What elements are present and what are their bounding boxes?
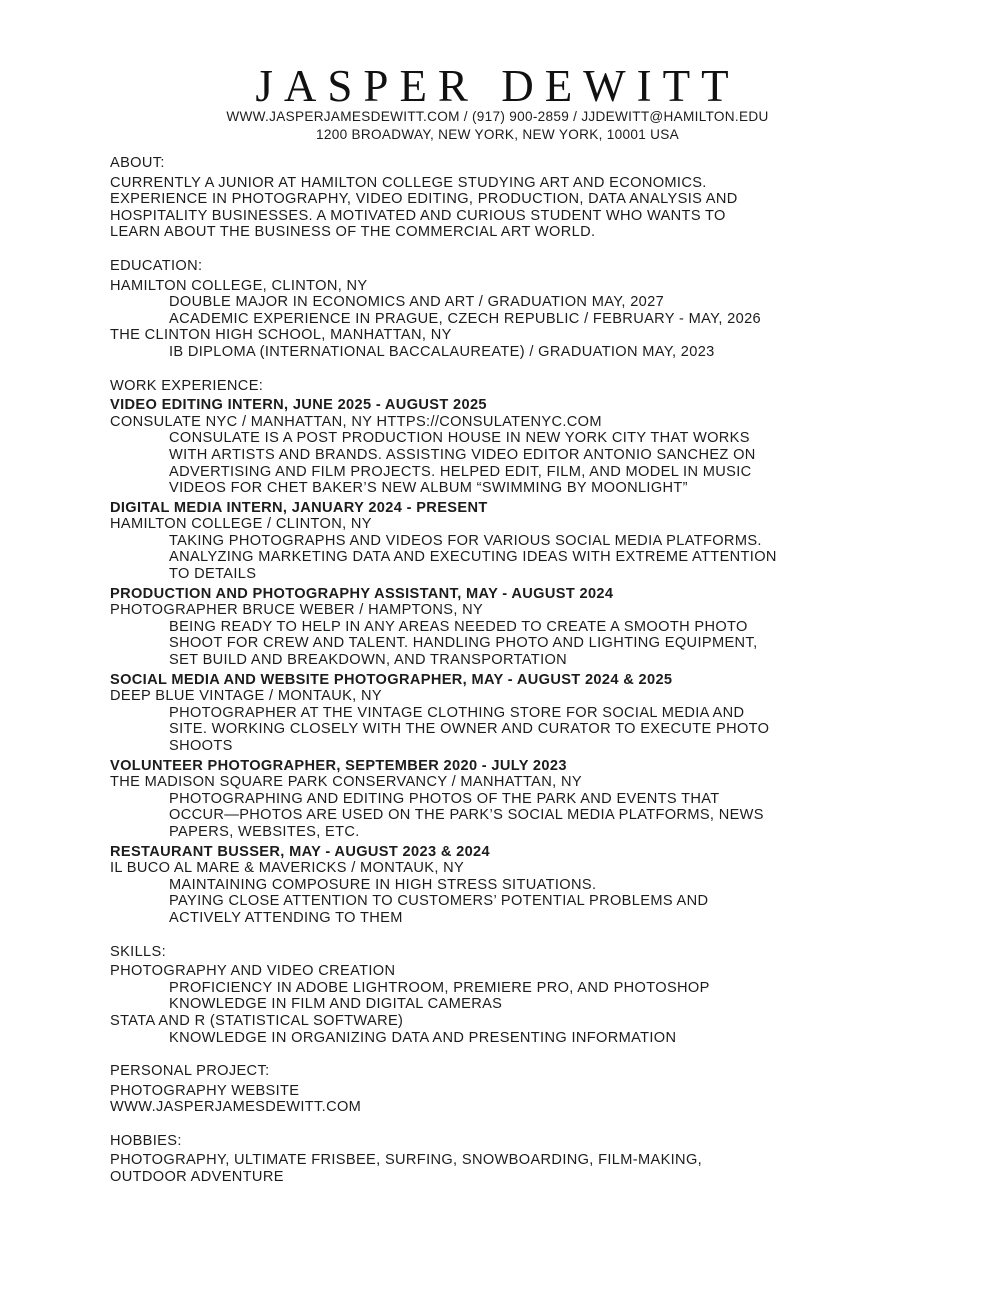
candidate-name: JASPER DEWITT	[255, 61, 740, 111]
skill-detail: KNOWLEDGE IN ORGANIZING DATA AND PRESENTING INFORMATION	[169, 1029, 677, 1046]
job-org: THE MADISON SQUARE PARK CONSERVANCY / MANHATTAN, NY	[110, 774, 582, 791]
job-entry	[110, 397, 870, 497]
hobbies-line: PHOTOGRAPHY, ULTIMATE FRISBEE, SURFING, SNOWBOARDING, FILM-MAKING,	[110, 1152, 703, 1169]
job-line: CONSULATE IS A POST PRODUCTION HOUSE IN NEW YORK CITY THAT WORKS	[169, 430, 750, 447]
job-role: SOCIAL MEDIA AND WEBSITE PHOTOGRAPHER, MAY - AUGUST 2024 & 2025	[110, 671, 673, 688]
school-detail: IB DIPLOMA (INTERNATIONAL BACCALAUREATE) / GRADUATION MAY, 2023	[169, 343, 715, 360]
about-line: LEARN ABOUT THE BUSINESS OF THE COMMERCIAL ART WORLD.	[110, 224, 596, 241]
job-line: SHOOTS	[169, 738, 233, 754]
job-role: VIDEO EDITING INTERN, JUNE 2025 - AUGUST 2025	[110, 397, 487, 414]
section-title-hobbies: HOBBIES:	[110, 1132, 182, 1149]
job-role: DIGITAL MEDIA INTERN, JANUARY 2024 - PRESENT	[110, 499, 488, 516]
job-entry	[110, 500, 870, 583]
section-title-project: PERSONAL PROJECT:	[110, 1063, 270, 1080]
job-line: OCCUR—PHOTOS ARE USED ON THE PARK’S SOCIAL MEDIA PLATFORMS, NEWS	[169, 807, 764, 824]
school-name: THE CLINTON HIGH SCHOOL, MANHATTAN, NY	[110, 327, 452, 344]
job-org: HAMILTON COLLEGE / CLINTON, NY	[110, 516, 372, 533]
school-detail: DOUBLE MAJOR IN ECONOMICS AND ART / GRADUATION MAY, 2027	[169, 294, 665, 311]
job-role: VOLUNTEER PHOTOGRAPHER, SEPTEMBER 2020 - JULY 2023	[110, 757, 567, 774]
school-name: HAMILTON COLLEGE, CLINTON, NY	[110, 277, 368, 294]
skill-detail: KNOWLEDGE IN FILM AND DIGITAL CAMERAS	[169, 996, 503, 1013]
job-line: WITH ARTISTS AND BRANDS. ASSISTING VIDEO EDITOR ANTONIO SANCHEZ ON	[169, 446, 756, 463]
section-title-about: ABOUT:	[110, 155, 165, 171]
job-entry	[110, 844, 870, 927]
address-line: 1200 BROADWAY, NEW YORK, NEW YORK, 10001 USA	[316, 127, 679, 142]
skill-group: STATA AND R (STATISTICAL SOFTWARE)	[110, 1012, 404, 1029]
about-section	[110, 155, 870, 241]
hobbies-line: OUTDOOR ADVENTURE	[110, 1169, 284, 1186]
job-line: PAYING CLOSE ATTENTION TO CUSTOMERS’ POTENTIAL PROBLEMS AND	[169, 893, 709, 910]
job-line: PHOTOGRAPHING AND EDITING PHOTOS OF THE PARK AND EVENTS THAT	[169, 790, 720, 807]
school-detail: ACADEMIC EXPERIENCE IN PRAGUE, CZECH REPUBLIC / FEBRUARY - MAY, 2026	[169, 310, 762, 327]
job-line: VIDEOS FOR CHET BAKER’S NEW ALBUM “SWIMMING BY MOONLIGHT”	[169, 480, 688, 497]
job-line: PAPERS, WEBSITES, ETC.	[169, 823, 360, 840]
section-title-education: EDUCATION:	[110, 257, 203, 274]
contact-line: WWW.JASPERJAMESDEWITT.COM / (917) 900-2859 / JJDEWITT@HAMILTON.EDU	[226, 109, 769, 124]
job-entry	[110, 672, 870, 755]
skills-section	[110, 944, 870, 1047]
job-role: RESTAURANT BUSSER, MAY - AUGUST 2023 & 2024	[110, 843, 490, 860]
job-line: ACTIVELY ATTENDING TO THEM	[169, 909, 403, 926]
hobbies-section	[110, 1133, 870, 1186]
job-line: SITE. WORKING CLOSELY WITH THE OWNER AND CURATOR TO EXECUTE PHOTO	[169, 721, 770, 738]
job-org: CONSULATE NYC / MANHATTAN, NY HTTPS://CONSULATENYC.COM	[110, 413, 602, 430]
about-line: EXPERIENCE IN PHOTOGRAPHY, VIDEO EDITING, PRODUCTION, DATA ANALYSIS AND	[110, 191, 738, 208]
skill-group: PHOTOGRAPHY AND VIDEO CREATION	[110, 963, 396, 980]
section-title-skills: SKILLS:	[110, 943, 166, 960]
skill-detail: PROFICIENCY IN ADOBE LIGHTROOM, PREMIERE PRO, AND PHOTOSHOP	[169, 979, 710, 996]
job-org: IL BUCO AL MARE & MAVERICKS / MONTAUK, NY	[110, 860, 465, 877]
about-line: CURRENTLY A JUNIOR AT HAMILTON COLLEGE STUDYING ART AND ECONOMICS.	[110, 174, 707, 191]
job-entry	[110, 758, 870, 841]
job-entry	[110, 586, 870, 669]
project-section	[110, 1063, 870, 1116]
job-org: DEEP BLUE VINTAGE / MONTAUK, NY	[110, 688, 382, 705]
job-line: BEING READY TO HELP IN ANY AREAS NEEDED TO CREATE A SMOOTH PHOTO	[169, 618, 748, 635]
job-line: SHOOT FOR CREW AND TALENT. HANDLING PHOTO AND LIGHTING EQUIPMENT,	[169, 635, 758, 652]
job-role: PRODUCTION AND PHOTOGRAPHY ASSISTANT, MAY - AUGUST 2024	[110, 585, 614, 602]
project-line: WWW.JASPERJAMESDEWITT.COM	[110, 1099, 362, 1116]
job-org: PHOTOGRAPHER BRUCE WEBER / HAMPTONS, NY	[110, 602, 484, 619]
about-line: HOSPITALITY BUSINESSES. A MOTIVATED AND CURIOUS STUDENT WHO WANTS TO	[110, 207, 726, 224]
job-line: PHOTOGRAPHER AT THE VINTAGE CLOTHING STORE FOR SOCIAL MEDIA AND	[169, 704, 745, 721]
work-section	[110, 378, 870, 927]
job-line: TAKING PHOTOGRAPHS AND VIDEOS FOR VARIOUS SOCIAL MEDIA PLATFORMS.	[169, 532, 762, 549]
education-section	[110, 258, 870, 361]
job-line: ANALYZING MARKETING DATA AND EXECUTING IDEAS WITH EXTREME ATTENTION	[169, 549, 777, 566]
job-line: ADVERTISING AND FILM PROJECTS. HELPED EDIT, FILM, AND MODEL IN MUSIC	[169, 463, 752, 480]
job-line: SET BUILD AND BREAKDOWN, AND TRANSPORTATION	[169, 652, 568, 669]
resume-content	[110, 155, 870, 1186]
project-line: PHOTOGRAPHY WEBSITE	[110, 1082, 300, 1099]
job-line: MAINTAINING COMPOSURE IN HIGH STRESS SITUATIONS.	[169, 876, 597, 893]
section-title-work: WORK EXPERIENCE:	[110, 377, 264, 394]
job-line: TO DETAILS	[169, 566, 257, 583]
